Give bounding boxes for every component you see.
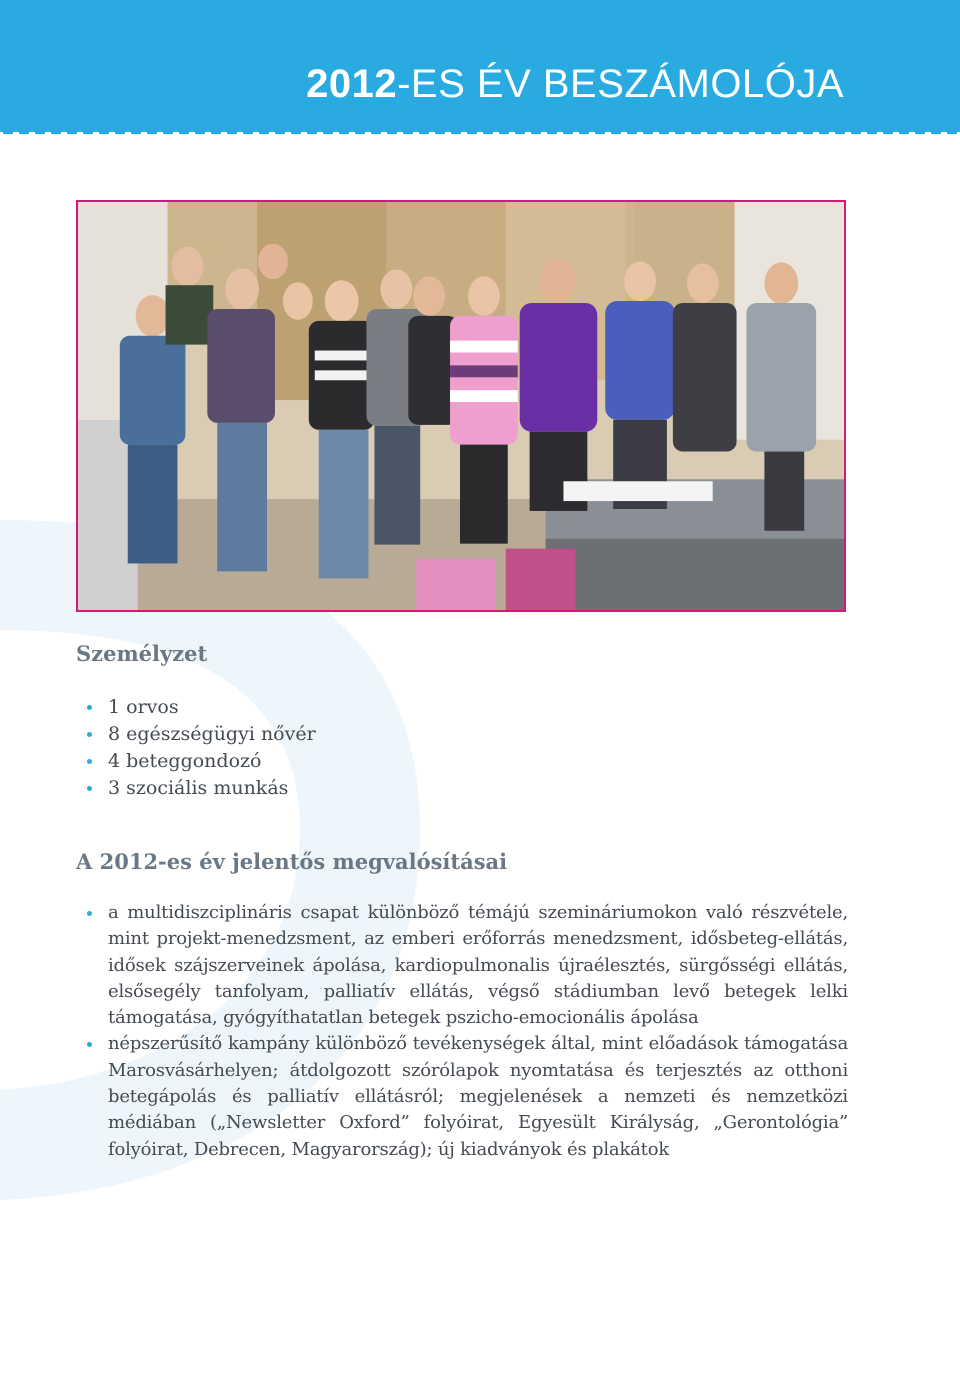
bullet-icon — [87, 732, 92, 737]
achievements-list — [76, 900, 848, 1163]
achievements-heading: A 2012-es év jelentős megvalósításai — [76, 849, 508, 874]
staff-list — [76, 694, 848, 802]
bullet-icon — [87, 705, 92, 710]
bullet-icon — [87, 786, 92, 791]
list-item — [76, 721, 848, 748]
report-content — [76, 640, 848, 1163]
page-title — [306, 64, 844, 104]
staff-item-text: 4 beteggondozó — [108, 750, 262, 772]
page-header-band — [0, 0, 960, 132]
bullet-icon — [87, 1042, 92, 1047]
staff-heading: Személyzet — [76, 641, 208, 666]
staff-item-text: 1 orvos — [108, 696, 179, 718]
list-item — [76, 900, 848, 1031]
staff-item-text: 3 szociális munkás — [108, 777, 289, 799]
bullet-icon — [87, 759, 92, 764]
list-item — [76, 748, 848, 775]
group-photo — [76, 200, 846, 612]
header-dotted-edge — [0, 124, 960, 136]
list-item — [76, 1031, 848, 1162]
bullet-icon — [87, 911, 92, 916]
list-item — [76, 694, 848, 721]
achievement-item-text: a multidiszciplináris csapat különböző témájú szemináriumokon való részvétele, mint projekt-menedzsment, az emberi erőforrás menedzsment, idősbeteg-ellátás, idősek szájszerveinek ápolása, kardiopulmonalis újraélesztés, sürgősségi ellátás, elsősegély tanfolyam, palliatív ellátás, végső stádiumban levő betegek lelki támogatása, gyógyíthatatlan betegek pszicho-emocionális ápolása — [108, 902, 848, 1029]
group-photo-image — [78, 202, 844, 610]
staff-item-text: 8 egészségügyi nővér — [108, 723, 316, 745]
title-text: -ES ÉV BESZÁMOLÓJA — [397, 62, 844, 106]
title-year: 2012 — [306, 62, 398, 106]
achievement-item-text: népszerűsítő kampány különböző tevékenységek által, mint előadások támogatása Marosvásárhelyen; átdolgozott szórólapok nyomtatása és terjesztés az otthoni betegápolás és palliatív ellátásról; megjelenések a nemzeti és nemzetközi médiában („Newsletter Oxford” folyóirat, Egyesült Királyság, „Gerontológia” folyóirat, Debrecen, Magyarország); új kiadványok és plakátok — [108, 1033, 848, 1160]
list-item — [76, 775, 848, 802]
